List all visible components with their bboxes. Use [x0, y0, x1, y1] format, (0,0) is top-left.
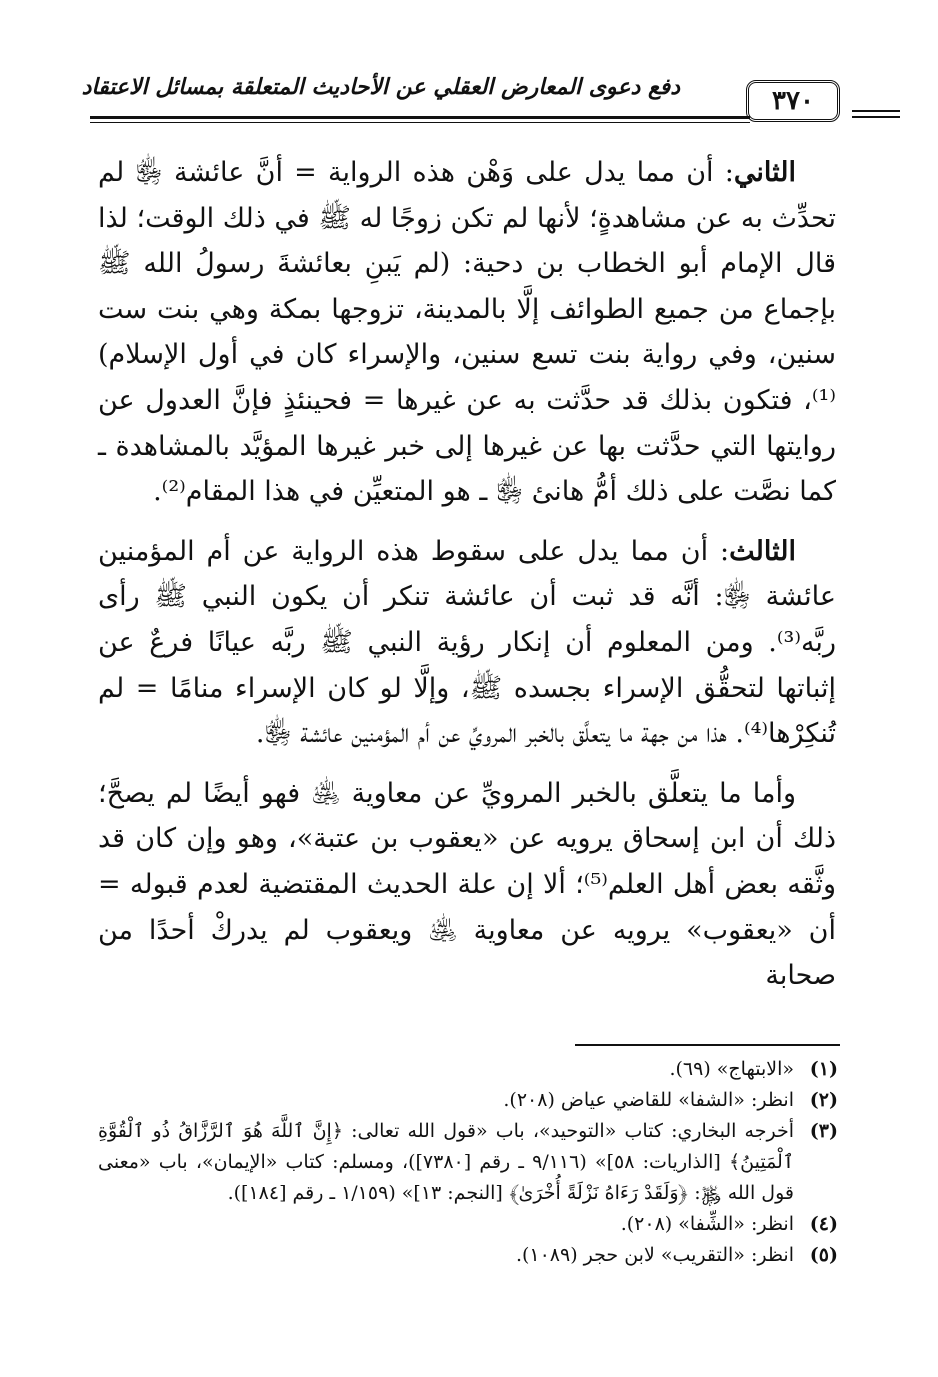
- page-header: [81, 70, 840, 130]
- footnote-number: (٤): [809, 1213, 838, 1235]
- paragraph-lead: الثالث: [729, 535, 796, 567]
- running-title: دفع دعوى المعارض العقلي عن الأحاديث المتعلقة بمسائل الاعتقاد: [81, 74, 680, 100]
- footnote-text: انظر: «التقريب» لابن حجر (١٠٨٩).: [515, 1244, 794, 1266]
- paragraph: [98, 529, 836, 757]
- footnote-number: (٢): [809, 1089, 838, 1111]
- paragraph: [98, 771, 836, 999]
- header-rule: [90, 116, 750, 119]
- footnote-separator: [575, 1044, 840, 1046]
- paragraph-text: : أن مما يدل على وَهْن هذه الرواية = أنَّ عائشة ﵂ لم تحدِّث به عن مشاهدةٍ؛ لأنها لم تكن زوجًا له ﷺ في ذلك الوقت؛ لذا قال الإمام أبو الخطاب بن دحية: (لم يَبنِ بعائشةَ رسولُ الله ﷺ بإجماع من جميع الطوائف إلَّا بالمدينة، تزوجها بمكة وهي بنت ست سنين، وفي رواية بنت تسع سنين، والإسراء كان في أول الإسلام)⁽¹⁾، فتكون بذلك قد حدَّثت به عن غيرها = فحينئذٍ فإنَّ العدول عن روايتها التي حدَّثت بها عن غيرها إلى خبر غيرها المؤيَّد بالمشاهدة ـ كما نصَّت على ذلك أمُّ هانئ ﵂ ـ هو المتعيِّن في هذا المقام⁽²⁾.: [98, 157, 836, 508]
- footnote: [98, 1085, 838, 1116]
- footnote: [98, 1054, 838, 1085]
- footnote: [98, 1116, 838, 1209]
- footnote: [98, 1209, 838, 1240]
- header-dash-lower: [852, 116, 900, 118]
- paragraph-text: : أن مما يدل على سقوط هذه الرواية عن أم المؤمنين عائشة ﵂: أنَّه قد ثبت أن عائشة تنكر أن يكون النبي ﷺ رأى ربَّه⁽³⁾. ومن المعلوم أن إنكار رؤية النبي ﷺ ربَّه عيانًا فرعٌ عن إثباتها لتحقُّق الإسراء بجسده ﷺ، وإلَّا لو كان الإسراء منامًا = لم تُنكِرْها⁽⁴⁾. هذا من جهة ما يتعلَّق بالخبر المرويِّ عن أم المؤمنين عائشة ﵂.: [98, 535, 836, 750]
- header-rule-thin: [90, 122, 750, 123]
- footnote-text: انظر: «الشِّفا» (٢٠٨).: [620, 1213, 794, 1235]
- footnote-number: (٥): [809, 1244, 838, 1266]
- footnote-text: انظر: «الشفا» للقاضي عياض (٢٠٨).: [503, 1089, 794, 1111]
- paragraph-lead: الثاني: [733, 157, 796, 188]
- footnotes: [98, 1054, 838, 1271]
- footnote: [98, 1240, 838, 1271]
- footnote-number: (١): [809, 1058, 838, 1080]
- footnote-text: أخرجه البخاري: كتاب «التوحيد»، باب «قول الله تعالى: ﴿إِنَّ ٱللَّهَ هُوَ ٱلرَّزَّاقُ ذُو ٱلْقُوَّةِ ٱلْمَتِينُ﴾ [الذاريات: ٥٨]» (٩/١١٦ ـ رقم [٧٣٨٠])، ومسلم: كتاب «الإيمان»، باب «معنى قول الله ﷿: ﴿وَلَقَدْ رَءَاهُ نَزْلَةً أُخْرَىٰ﴾ [النجم: ١٣]» (١/١٥٩ ـ رقم [١٨٤]).: [98, 1120, 794, 1204]
- paragraph-text: وأما ما يتعلَّق بالخبر المرويِّ عن معاوية ﵁ فهو أيضًا لم يصحَّ؛ ذلك أن ابن إسحاق يرويه عن «يعقوب بن عتبة»، وهو وإن كان قد وثَّقه بعض أهل العلم⁽⁵⁾؛ ألا إن علة الحديث المقتضية لعدم قبوله = أن «يعقوب» يرويه عن معاوية ﵁ ويعقوب لم يدركْ أحدًا من صحابة: [98, 777, 836, 992]
- paragraph: [98, 150, 836, 515]
- footnote-text: «الابتهاج» (٦٩).: [669, 1058, 794, 1080]
- footnote-number: (٣): [809, 1120, 838, 1142]
- header-dash: [852, 110, 900, 112]
- main-text: [98, 150, 836, 1013]
- page-number: ٣٧٠: [746, 80, 840, 122]
